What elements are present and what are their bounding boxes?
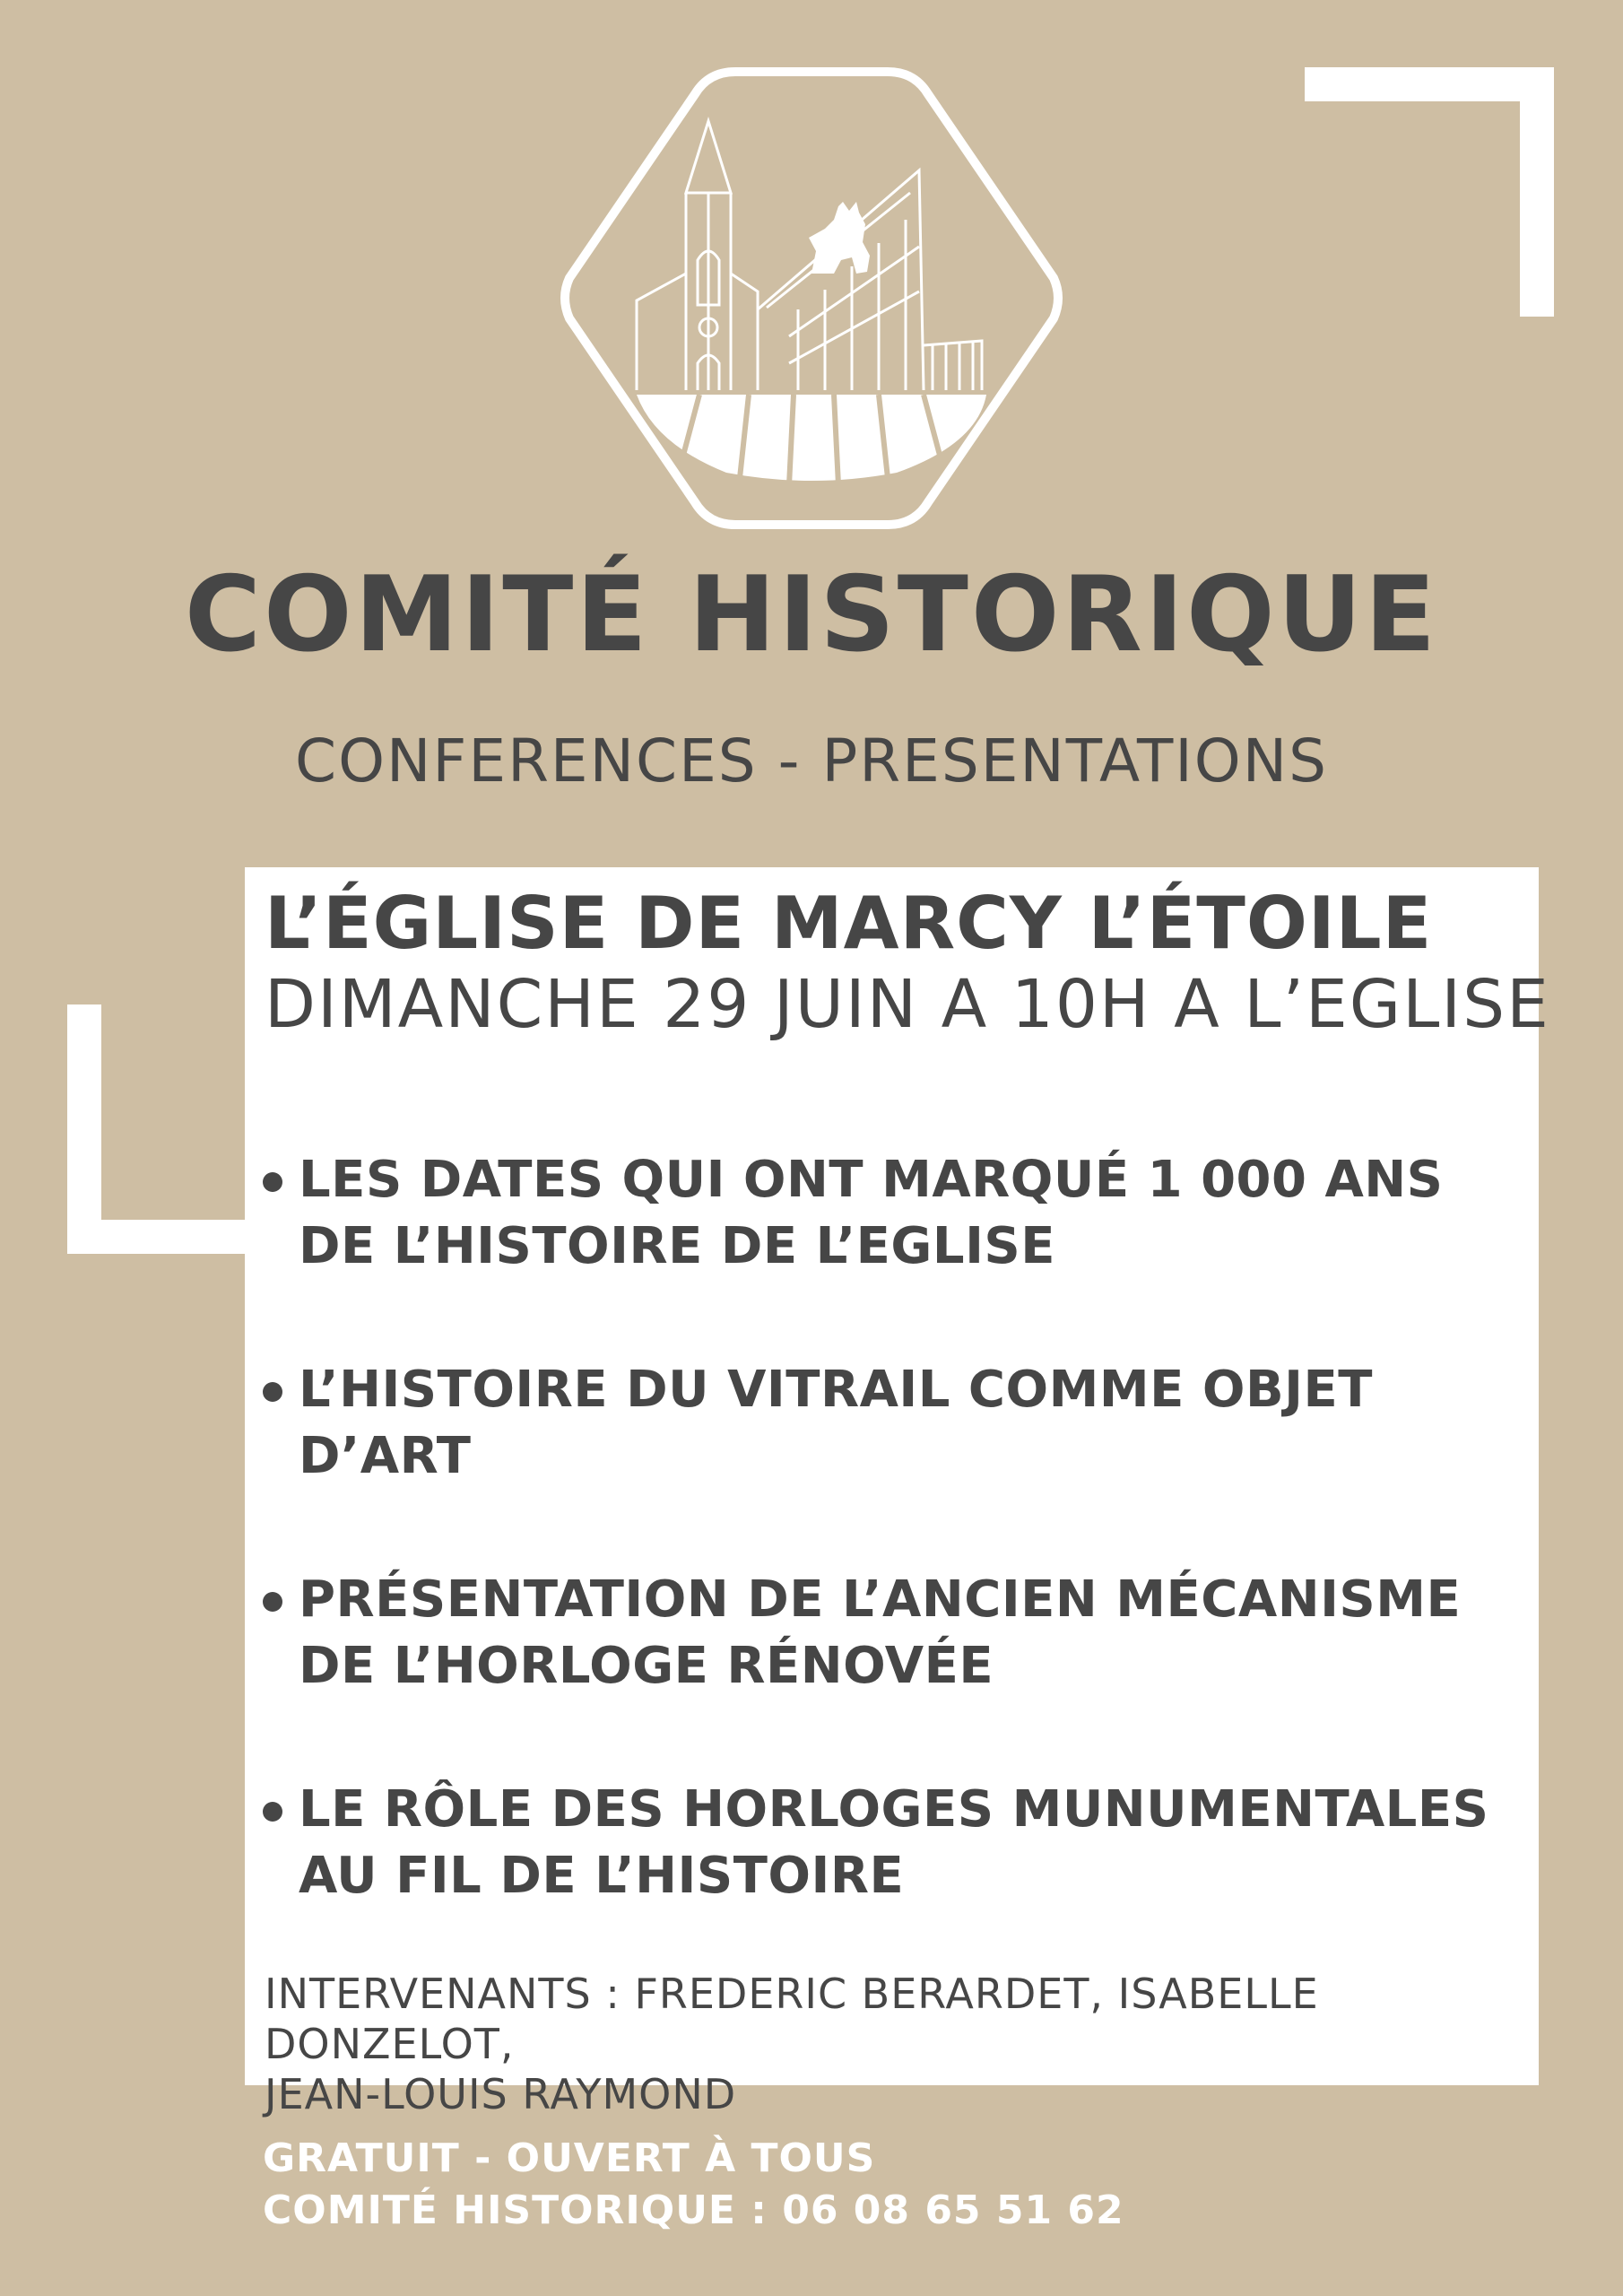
topic-line: L’HISTOIRE DU VITRAIL COMME OBJET	[299, 1361, 1373, 1419]
footer	[263, 2133, 1124, 2237]
topic-line: DE L’HISTOIRE DE L’EGLISE	[299, 1217, 1055, 1275]
topic-line: D’ART	[299, 1427, 472, 1485]
bullet-icon	[263, 1592, 282, 1612]
speakers-line: INTERVENANTS : FREDERIC BERARDET, ISABELLE DONZELOT,	[265, 1970, 1319, 2068]
footer-contact-phone: COMITÉ HISTORIQUE : 06 08 65 51 62	[263, 2187, 1124, 2233]
corner-bracket-bottom-left	[67, 1004, 251, 1254]
topic-line: LES DATES QUI ONT MARQUÉ 1 000 ANS	[299, 1151, 1444, 1209]
topic-line: AU FIL DE L’HISTOIRE	[299, 1847, 905, 1905]
footer-free-entry: GRATUIT - OUVERT À TOUS	[263, 2135, 876, 2181]
speakers-line: JEAN-LOUIS RAYMOND	[265, 2070, 737, 2118]
event-card	[245, 867, 1550, 2118]
topic-line: PRÉSENTATION DE L’ANCIEN MÉCANISME	[299, 1570, 1462, 1629]
bullet-icon	[263, 1382, 282, 1402]
event-title: L’ÉGLISE DE MARCY L’ÉTOILE	[265, 882, 1433, 965]
list-item	[263, 1777, 1527, 1909]
topic-line: LE RÔLE DES HORLOGES MUNUMENTALES	[299, 1780, 1489, 1839]
bullet-icon	[263, 1172, 282, 1192]
corner-bracket-top-right	[1305, 67, 1554, 317]
topic-list	[263, 1147, 1527, 1987]
speakers	[265, 1969, 1529, 2119]
list-item	[263, 1147, 1527, 1280]
bullet-icon	[263, 1802, 282, 1822]
topic-line: DE L’HORLOGE RÉNOVÉE	[299, 1637, 994, 1695]
list-item	[263, 1567, 1527, 1700]
subtitle: CONFERENCES - PRESENTATIONS	[295, 726, 1328, 796]
list-item	[263, 1357, 1527, 1490]
event-date: DIMANCHE 29 JUIN A 10H A L’EGLISE	[265, 966, 1550, 1043]
org-title: COMITÉ HISTORIQUE	[184, 554, 1439, 675]
church-building-wolf-logo-icon	[556, 67, 1067, 529]
